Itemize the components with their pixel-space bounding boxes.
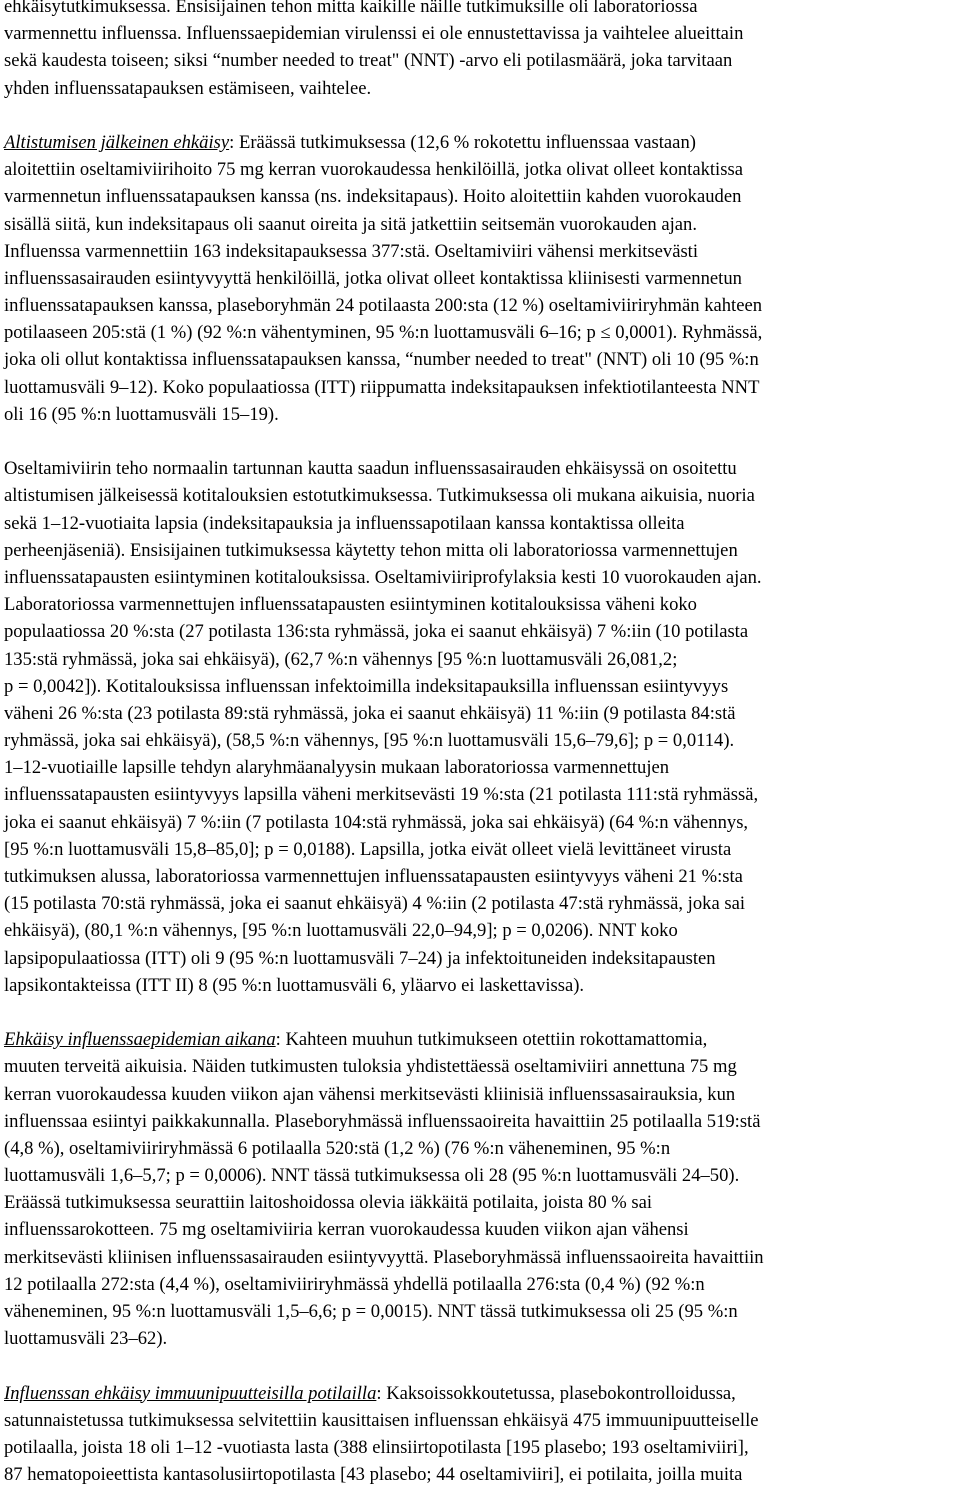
text-line: luottamusväli 9–12). Koko populaatiossa (ITT) riippumatta indeksitapauksen infektiotilanteesta NNT [4,376,760,398]
text-line: ehkäisyä), (80,1 %:n vähennys, [95 %:n luottamusväli 22,0–94,9]; p = 0,0206). NNT koko [4,920,678,942]
paragraph-gap [4,999,956,1026]
text-line: kerran vuorokaudessa kuuden viikon ajan vähensi merkitsevästi kliinisiä influenssasairauksia, kun [4,1083,736,1105]
text-line: Oseltamiviirin teho normaalin tartunnan kautta saadun influenssasairauden ehkäisyssä on osoitettu [4,458,737,480]
text-line: 87 hematopoieettista kantasolusiirtopotilasta [43 plasebo; 44 oseltamiviiri], ei potilaita, joilla muita [4,1464,743,1486]
text-line: väheni 26 %:sta (23 potilasta 89:stä ryhmässä, joka ei saanut ehkäisyä) 11 %:iin (9 potilasta 84:stä [4,702,736,724]
text-line: luottamusväli 23–62). [4,1328,168,1350]
text-line: väheneminen, 95 %:n luottamusväli 1,5–6,6; p = 0,0015). NNT tässä tutkimuksessa oli 25 (95 %:n [4,1301,738,1322]
text-line: influenssatapausten esiintyvyys lapsilla väheni merkitsevästi 19 %:sta (21 potilasta 111:stä ryhmässä, [4,784,759,806]
paragraph-gap [4,1352,956,1379]
text-line: influenssatapauksen kanssa, plaseboryhmän 24 potilaasta 200:sta (12 %) oseltamiviiriryhmän kahteen [4,295,763,317]
text-line: perheenjäseniä). Ensisijainen tutkimuksessa käytetty tehon mitta oli laboratoriossa varmennettujen [4,539,738,561]
text-line: luottamusväli 1,6–5,7; p = 0,0006). NNT tässä tutkimuksessa oli 28 (95 %:n luottamusväli 24–50). [4,1165,740,1187]
paragraph-5 [4,1380,956,1488]
text-line: influenssarokotteen. 75 mg oseltamiviiria kerran vuorokaudessa kuuden viikon ajan vähensi [4,1219,689,1241]
document-page [4,0,956,1488]
section-heading-post-exposure: Altistumisen jälkeinen ehkäisy [4,131,230,153]
text-line: altistumisen jälkeisessä kotitalouksien estotutkimuksessa. Tutkimuksessa oli mukana aikuisia, nuoria [4,485,755,507]
paragraph-1 [4,0,956,102]
text-line: sekä kaudesta toiseen; siksi “number needed to treat" (NNT) -arvo eli potilasmäärä, joka tarvitaan [4,50,733,72]
text-line: ehkäisytutkimuksessa. Ensisijainen tehon mitta kaikille näille tutkimuksille oli laboratoriossa [4,0,698,17]
paragraph-3 [4,455,956,999]
text-run: : Kaksoissokkoutetussa, plasebokontrolloidussa, [376,1382,736,1404]
text-line: Eräässä tutkimuksessa seurattiin laitoshoidossa olevia iäkkäitä potilaita, joista 80 % sai [4,1192,653,1214]
text-run: : Eräässä tutkimuksessa (12,6 % rokotettu influenssaa vastaan) [229,131,696,153]
section-heading-immunocompromised: Influenssan ehkäisy immuunipuutteisilla potilailla [4,1382,377,1404]
text-line: lapsipopulaatiossa (ITT) oli 9 (95 %:n luottamusväli 7–24) ja infektoituneiden indeksitapausten [4,947,716,969]
text-line: varmennetun influenssatapauksen kanssa (ns. indeksitapaus). Hoito aloitettiin kahden vuorokauden [4,186,742,208]
text-line: p = 0,0042]). Kotitalouksissa influenssan infektoimilla indeksitapauksilla influenssan esiintyvyys [4,675,729,697]
text-line: 135:stä ryhmässä, joka sai ehkäisyä), (62,7 %:n vähennys [95 %:n luottamusväli 26,081,2; [4,648,678,670]
text-line: Laboratoriossa varmennettujen influenssatapausten esiintyminen kotitalouksissa väheni koko [4,594,697,616]
text-line: [95 %:n luottamusväli 15,8–85,0]; p = 0,0188). Lapsilla, jotka eivät olleet vielä levittäneet virusta [4,838,732,860]
text-line: potilaalla, joista 18 oli 1–12 -vuotiasta lasta (388 elinsiirtopotilasta [195 plasebo; 193 oseltamiviiri], [4,1436,749,1458]
text-line: sekä 1–12-vuotiaita lapsia (indeksitapauksia ja influenssapotilaan kanssa kontaktissa olleita [4,512,685,534]
text-line: influenssaa esiintyi paikkakunnalla. Plaseboryhmässä influenssaoireita havaittiin 25 potilaalla 519:stä [4,1110,761,1132]
text-line: varmennettu influenssa. Influenssaepidemian virulenssi ei ole ennustettavissa ja vaihtelee alueittain [4,23,744,45]
text-line: sisällä siitä, kun indeksitapaus oli saanut oireita ja sitä jatkettiin seitsemän vuorokauden ajan. [4,213,697,235]
text-line: oli 16 (95 %:n luottamusväli 15–19). [4,403,279,425]
paragraph-4 [4,1026,956,1352]
text-line: aloitettiin oseltamiviirihoito 75 mg kerran vuorokaudessa henkilöillä, jotka olivat olleet kontaktissa [4,159,743,181]
text-line: muuten terveitä aikuisia. Näiden tutkimusten tuloksia yhdistettäessä oseltamiviiri annettuna 75 mg [4,1056,737,1078]
text-line: joka oli ollut kontaktissa influenssatapauksen kanssa, “number needed to treat" (NNT) oli 10 (95 %:n [4,349,759,371]
text-run: : Kahteen muuhun tutkimukseen otettiin rokottamattomia, [275,1029,708,1051]
text-line: potilaaseen 205:stä (1 %) (92 %:n vähentyminen, 95 %:n luottamusväli 6–16; p ≤ 0,0001). Ryhmässä, [4,322,763,344]
text-line: joka ei saanut ehkäisyä) 7 %:iin (7 potilasta 104:stä ryhmässä, joka sai ehkäisyä) (64 %:n vähennys, [4,811,749,833]
text-line: Influenssa varmennettiin 163 indeksitapauksessa 377:stä. Oseltamiviiri vähensi merkitsevästi [4,240,699,262]
text-line [4,1026,956,1053]
text-line: merkitsevästi kliinisen influenssasairauden esiintyvyyttä. Plaseboryhmässä influenssaoireita havaittiin [4,1246,764,1268]
text-line: influenssasairauden esiintyvyyttä henkilöillä, jotka olivat olleet kontaktissa kliinisesti varmennetun [4,267,742,289]
text-line: 1–12-vuotiaille lapsille tehdyn alaryhmäanalyysin mukaan laboratoriossa varmennettujen [4,757,670,779]
text-line [4,129,956,156]
section-heading-epidemic: Ehkäisy influenssaepidemian aikana [4,1029,276,1051]
text-line [4,1380,956,1407]
text-line: satunnaistetussa tutkimuksessa selvitettiin kausittaisen influenssan ehkäisyä 475 immuunipuutteiselle [4,1409,759,1431]
text-line: lapsikontakteissa (ITT II) 8 (95 %:n luottamusväli 6, yläarvo ei laskettavissa). [4,974,585,996]
text-line: influenssatapausten esiintyminen kotitalouksissa. Oseltamiviiriprofylaksia kesti 10 vuorokauden ajan. [4,566,762,588]
paragraph-2 [4,129,956,428]
text-line: ryhmässä, joka sai ehkäisyä), (58,5 %:n vähennys, [95 %:n luottamusväli 15,6–79,6]; p = 0,0114). [4,730,735,752]
paragraph-gap [4,102,956,129]
text-line: (15 potilasta 70:stä ryhmässä, joka ei saanut ehkäisyä) 4 %:iin (2 potilasta 47:stä ryhmässä, joka sai [4,893,745,915]
text-line: yhden influenssatapauksen estämiseen, vaihtelee. [4,77,372,99]
paragraph-gap [4,428,956,455]
text-line: populaatiossa 20 %:sta (27 potilasta 136:sta ryhmässä, joka ei saanut ehkäisyä) 7 %:iin (10 potilasta [4,621,749,643]
text-line: 12 potilaalla 272:sta (4,4 %), oseltamiviiriryhmässä yhdellä potilaalla 276:sta (0,4 %) (92 %:n [4,1273,705,1295]
text-line: tutkimuksen alussa, laboratoriossa varmennettujen influenssatapausten esiintyvyys väheni 21 %:sta [4,866,743,887]
text-line: (4,8 %), oseltamiviiriryhmässä 6 potilaalla 520:stä (1,2 %) (76 %:n väheneminen, 95 %:n [4,1137,671,1159]
